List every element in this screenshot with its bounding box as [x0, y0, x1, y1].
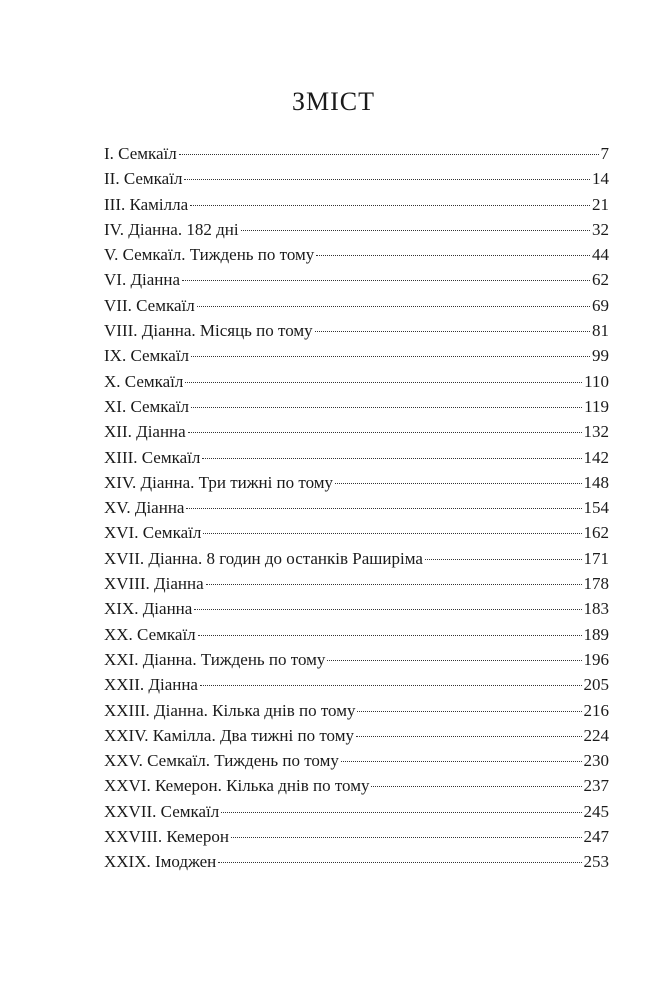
- toc-entry-label: XVI. Семкаїл: [104, 523, 202, 543]
- toc-entry-label: XXI. Діанна. Тиждень по тому: [104, 649, 326, 669]
- toc-entry-label: XV. Діанна: [104, 498, 185, 518]
- toc-entry-page-number: 62: [592, 270, 609, 290]
- toc-entry: [104, 571, 609, 596]
- toc-entry-label: XXVIII. Кемерон: [104, 827, 229, 847]
- toc-entry-page-number: 189: [583, 624, 609, 644]
- dot-leader: [198, 635, 582, 636]
- dot-leader: [185, 382, 582, 383]
- toc-entry-page-number: 148: [583, 472, 609, 492]
- toc-entry-page-number: 171: [583, 548, 609, 568]
- dot-leader: [341, 761, 582, 762]
- toc-entry-page-number: 247: [583, 827, 609, 847]
- toc-entry: [104, 546, 609, 571]
- toc-entry: [104, 166, 609, 191]
- toc-entry: [104, 748, 609, 773]
- toc-entry: [104, 369, 609, 394]
- toc-entry-page-number: 230: [583, 751, 609, 771]
- toc-entry-page-number: 119: [584, 396, 609, 416]
- dot-leader: [202, 458, 581, 459]
- dot-leader: [371, 786, 581, 787]
- toc-entry-label: XIX. Діанна: [104, 599, 193, 619]
- toc-entry: [104, 849, 609, 874]
- dot-leader: [357, 711, 581, 712]
- toc-entry-page-number: 44: [592, 245, 609, 265]
- toc-entry-label: I. Семкаїл: [104, 144, 177, 163]
- toc-entry-label: V. Семкаїл. Тиждень по тому: [104, 245, 315, 265]
- dot-leader: [316, 255, 590, 256]
- dot-leader: [315, 331, 590, 332]
- toc-entry-page-number: 196: [583, 649, 609, 669]
- toc-entry-label: XXIV. Камілла. Два тижні по тому: [104, 725, 354, 745]
- toc-entry-label: XXIII. Діанна. Кілька днів по тому: [104, 700, 356, 720]
- toc-entry-page-number: 154: [583, 498, 609, 518]
- dot-leader: [194, 609, 581, 610]
- toc-entry-page-number: 14: [592, 169, 609, 189]
- toc-entry-page-number: 21: [592, 194, 609, 214]
- toc-entry: [104, 824, 609, 849]
- dot-leader: [241, 230, 590, 231]
- dot-leader: [206, 584, 582, 585]
- table-of-contents: [104, 141, 609, 875]
- toc-entry-label: IX. Семкаїл: [104, 346, 190, 366]
- toc-entry-label: XXVI. Кемерон. Кілька днів по тому: [104, 776, 370, 796]
- toc-entry: [104, 596, 609, 621]
- toc-entry-page-number: 132: [583, 422, 609, 442]
- toc-entry-page-number: 32: [592, 219, 609, 239]
- toc-entry: [104, 242, 609, 267]
- toc-entry-page-number: 253: [583, 852, 609, 872]
- toc-entry-page-number: 224: [583, 725, 609, 745]
- dot-leader: [190, 205, 590, 206]
- toc-entry: [104, 672, 609, 697]
- toc-entry: [104, 445, 609, 470]
- toc-entry-page-number: 205: [583, 675, 609, 695]
- toc-entry: [104, 217, 609, 242]
- toc-entry-label: XVII. Діанна. 8 годин до останків Раширіма: [104, 548, 423, 568]
- toc-entry-label: XXII. Діанна: [104, 675, 198, 695]
- toc-entry-label: XXVII. Семкаїл: [104, 801, 220, 821]
- toc-entry-page-number: 7: [600, 144, 609, 163]
- toc-entry-label: XXV. Семкаїл. Тиждень по тому: [104, 751, 339, 771]
- dot-leader: [184, 179, 590, 180]
- dot-leader: [182, 280, 590, 281]
- toc-entry-label: XII. Діанна: [104, 422, 186, 442]
- toc-entry: [104, 647, 609, 672]
- dot-leader: [425, 559, 582, 560]
- toc-entry: [104, 698, 609, 723]
- toc-entry: [104, 799, 609, 824]
- toc-entry-page-number: 178: [583, 574, 609, 594]
- toc-entry-page-number: 237: [583, 776, 609, 796]
- toc-entry: [104, 141, 609, 166]
- toc-entry: [104, 622, 609, 647]
- toc-entry: [104, 495, 609, 520]
- dot-leader: [197, 306, 590, 307]
- dot-leader: [327, 660, 581, 661]
- toc-entry: [104, 192, 609, 217]
- toc-entry-page-number: 216: [583, 700, 609, 720]
- toc-entry-label: XVIII. Діанна: [104, 574, 204, 594]
- dot-leader: [191, 407, 582, 408]
- toc-entry-label: X. Семкаїл: [104, 371, 184, 391]
- toc-entry-label: II. Семкаїл: [104, 169, 183, 189]
- toc-entry-label: VIII. Діанна. Місяць по тому: [104, 321, 313, 341]
- dot-leader: [356, 736, 582, 737]
- dot-leader: [203, 533, 581, 534]
- page-title: ЗМІСТ: [291, 87, 376, 116]
- toc-entry-label: XX. Семкаїл: [104, 624, 196, 644]
- toc-entry: [104, 343, 609, 368]
- toc-entry-label: VI. Діанна: [104, 270, 181, 290]
- toc-entry-page-number: 69: [592, 295, 609, 315]
- dot-leader: [191, 356, 590, 357]
- toc-entry-page-number: 81: [592, 321, 609, 341]
- toc-entry: [104, 723, 609, 748]
- toc-entry-page-number: 245: [583, 801, 609, 821]
- toc-entry: [104, 293, 609, 318]
- dot-leader: [188, 432, 582, 433]
- toc-entry-page-number: 162: [583, 523, 609, 543]
- toc-entry-page-number: 110: [584, 371, 609, 391]
- toc-entry-label: XIII. Семкаїл: [104, 447, 201, 467]
- dot-leader: [221, 812, 581, 813]
- toc-entry-page-number: 99: [592, 346, 609, 366]
- dot-leader: [335, 483, 581, 484]
- toc-entry: [104, 773, 609, 798]
- toc-entry-label: XIV. Діанна. Три тижні по тому: [104, 472, 334, 492]
- toc-entry-label: IV. Діанна. 182 дні: [104, 219, 239, 239]
- toc-entry-label: III. Камілла: [104, 194, 189, 214]
- dot-leader: [231, 837, 582, 838]
- toc-entry-page-number: 142: [583, 447, 609, 467]
- toc-entry: [104, 470, 609, 495]
- toc-entry: [104, 267, 609, 292]
- toc-entry: [104, 318, 609, 343]
- toc-entry-label: VII. Семкаїл: [104, 295, 195, 315]
- toc-entry-page-number: 183: [583, 599, 609, 619]
- toc-entry: [104, 394, 609, 419]
- toc-entry-label: XXIX. Імоджен: [104, 852, 217, 872]
- dot-leader: [200, 685, 582, 686]
- toc-entry: [104, 520, 609, 545]
- toc-entry-label: XI. Семкаїл: [104, 396, 190, 416]
- dot-leader: [186, 508, 581, 509]
- toc-entry: [104, 419, 609, 444]
- dot-leader: [179, 154, 599, 155]
- dot-leader: [218, 862, 581, 863]
